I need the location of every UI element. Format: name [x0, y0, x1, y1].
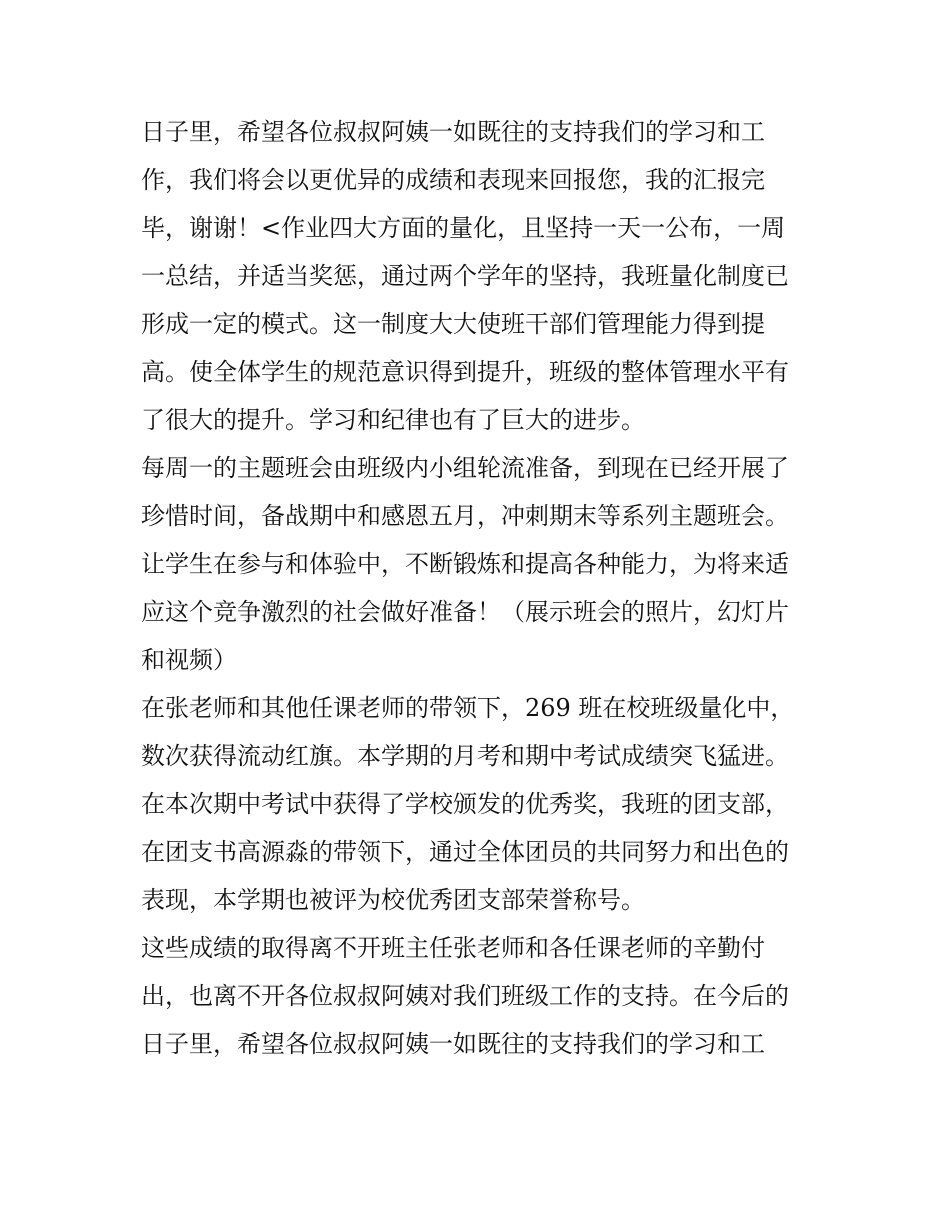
text-line: 毕，谢谢！<作业四大方面的量化，且坚持一天一公布，一周	[141, 214, 786, 242]
text-line: 珍惜时间，备战期中和感恩五月，冲刺期末等系列主题班会。	[141, 502, 789, 530]
text-line: 出，也离不开各位叔叔阿姨对我们班级工作的支持。在今后的	[141, 982, 789, 1010]
text-line: 这些成绩的取得离不开班主任张老师和各任课老师的辛勤付	[141, 934, 765, 962]
text-line: 一总结，并适当奖惩，通过两个学年的坚持，我班量化制度已	[141, 262, 789, 290]
text-line: 数次获得流动红旗。本学期的月考和期中考试成绩突飞猛进。	[141, 742, 789, 770]
text-line: 日子里，希望各位叔叔阿姨一如既往的支持我们的学习和工	[141, 118, 765, 146]
text-line: 表现，本学期也被评为校优秀团支部荣誉称号。	[141, 886, 645, 914]
text-line: 形成一定的模式。这一制度大大使班干部们管理能力得到提	[141, 310, 765, 338]
text-line: 日子里，希望各位叔叔阿姨一如既往的支持我们的学习和工	[141, 1030, 765, 1058]
text-line: 每周一的主题班会由班级内小组轮流准备，到现在已经开展了	[141, 454, 789, 482]
text-line: 应这个竞争激烈的社会做好准备！（展示班会的照片，幻灯片	[141, 598, 789, 626]
body-text	[141, 108, 821, 1068]
text-line: 在本次期中考试中获得了学校颁发的优秀奖，我班的团支部，	[141, 790, 789, 818]
text-line: 作，我们将会以更优异的成绩和表现来回报您，我的汇报完	[141, 166, 765, 194]
text-line: 高。使全体学生的规范意识得到提升，班级的整体管理水平有	[141, 358, 789, 386]
text-line: 在团支书高源淼的带领下，通过全体团员的共同努力和出色的	[141, 838, 789, 866]
text-line: 和视频）	[141, 646, 237, 674]
text-line: 了很大的提升。学习和纪律也有了巨大的进步。	[141, 406, 645, 434]
text-line: 让学生在参与和体验中，不断锻炼和提高各种能力，为将来适	[141, 550, 789, 578]
text-line: 在张老师和其他任课老师的带领下，269 班在校班级量化中，	[141, 694, 795, 722]
